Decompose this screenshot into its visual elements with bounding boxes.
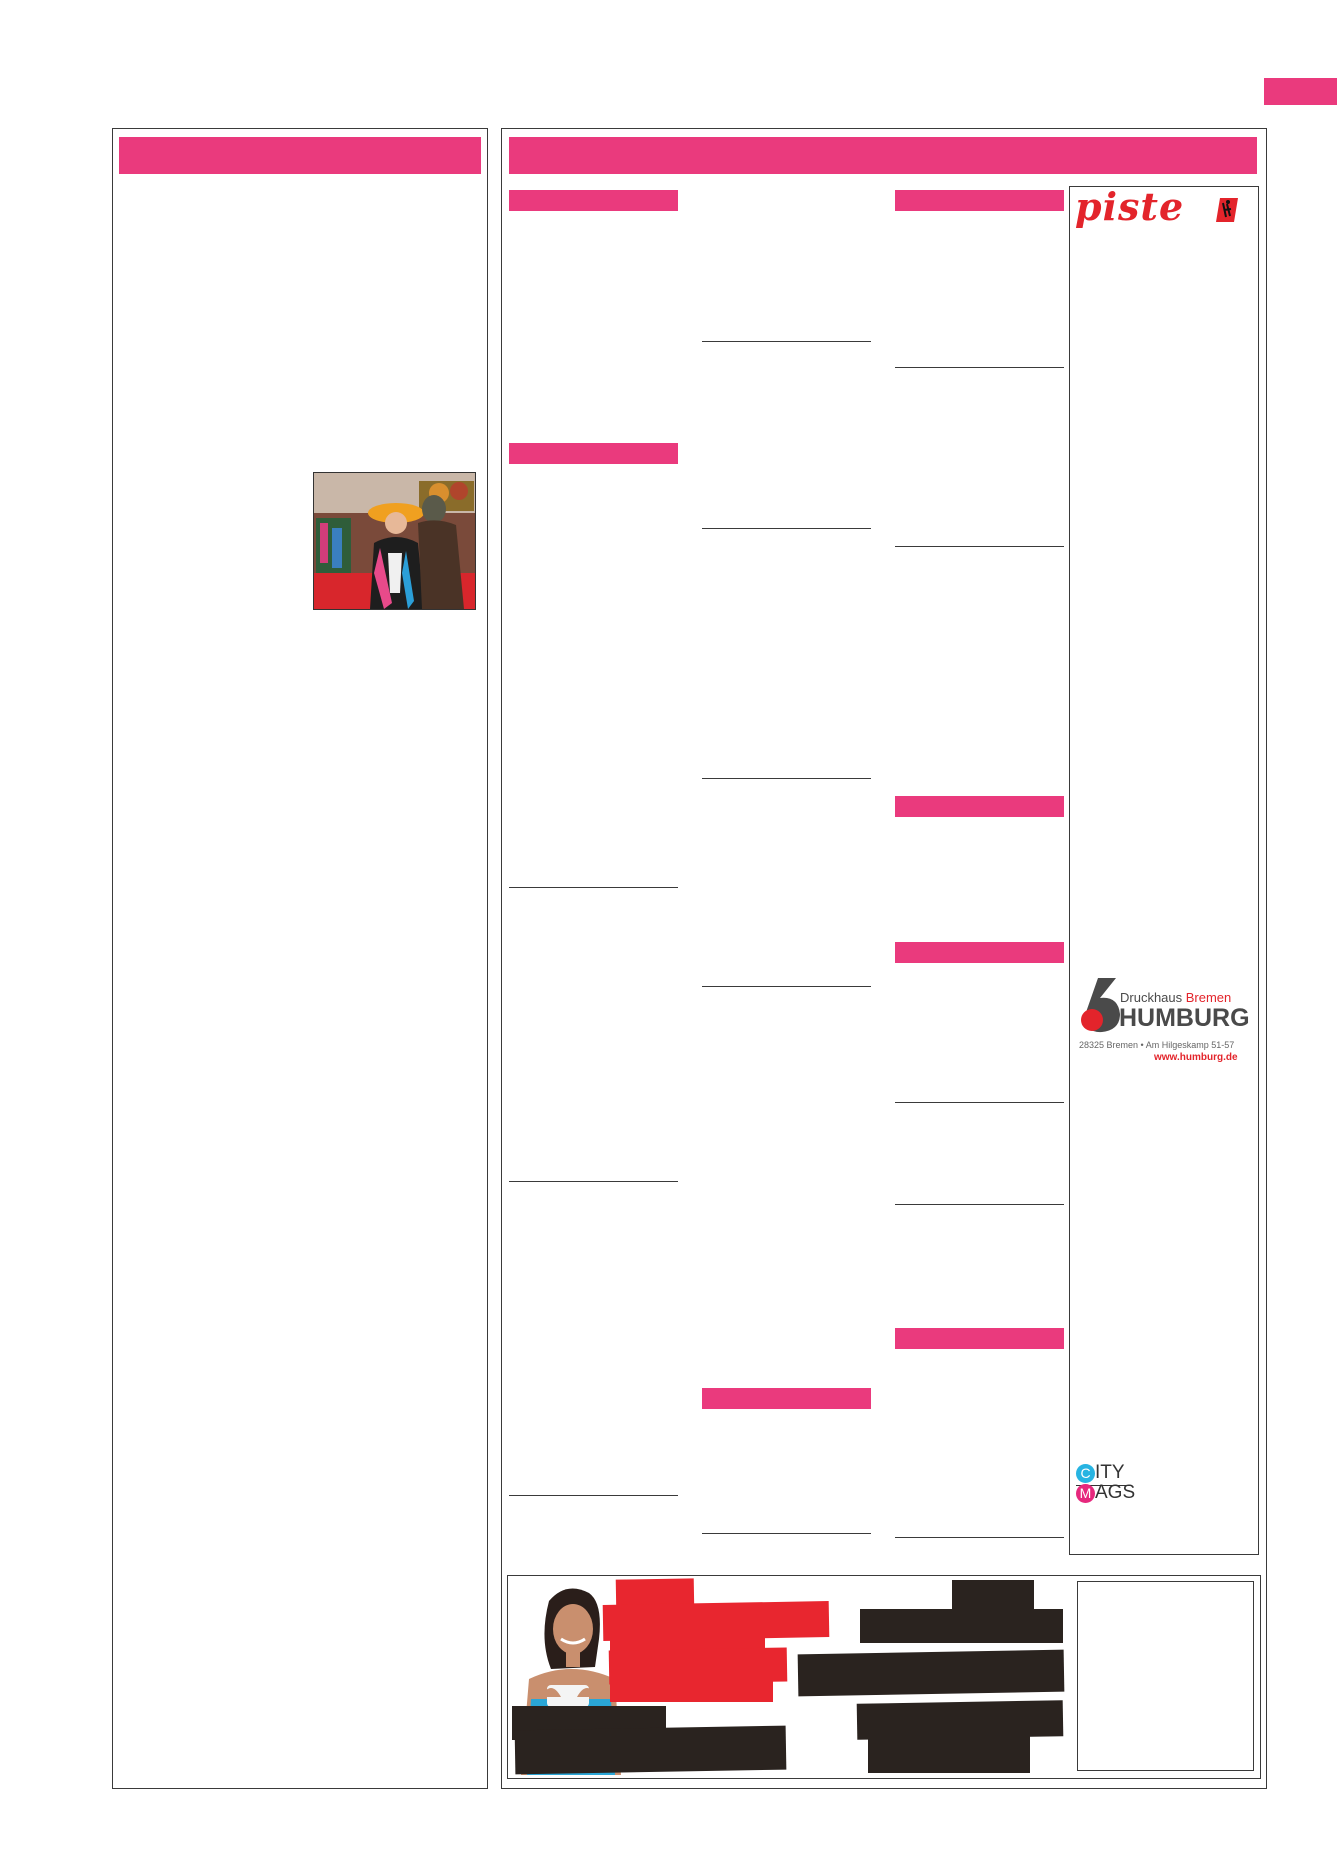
citymags-c-circle: C [1076,1464,1095,1483]
col3-divider-3 [895,1102,1064,1103]
col2-divider-1 [702,341,871,342]
humburg-bremen: Bremen [1185,990,1232,1005]
humburg-logo[interactable] [1076,976,1250,1066]
ad-redacted-black-3 [798,1650,1065,1697]
skier-icon [1216,198,1238,222]
col1-divider-2 [509,1181,678,1182]
col1-heading-bar-2 [509,443,678,464]
col3-heading-bar-1 [895,190,1064,211]
col3-heading-bar-4 [895,1328,1064,1349]
humburg-url[interactable]: www.humburg.de [1154,1052,1238,1063]
humburg-mark-icon [1078,978,1122,1033]
ad-redacted-black-4 [857,1700,1064,1740]
col1-divider-1 [509,887,678,888]
citymags-logo[interactable] [1076,1463,1156,1503]
col3-divider-1 [895,367,1064,368]
col2-heading-bar-1 [702,1388,871,1409]
right-section-header-bar [509,137,1257,174]
citymags-ity: ITY [1095,1462,1125,1483]
piste-logo[interactable] [1073,184,1243,230]
col3-divider-4 [895,1204,1064,1205]
ad-redacted-black-2 [860,1609,1063,1643]
col2-divider-3 [702,778,871,779]
article-photo [313,472,476,610]
sponsor-box [1069,186,1259,1555]
col2-divider-5 [702,1533,871,1534]
col2-divider-4 [702,986,871,987]
col3-heading-bar-2 [895,796,1064,817]
ad-inner-panel [1077,1581,1254,1771]
ad-redacted-black-1 [952,1580,1034,1610]
col3-divider-2 [895,546,1064,547]
humburg-name: HUMBURG [1119,1004,1250,1032]
ad-redacted-red-5 [610,1678,773,1702]
humburg-druckhaus: Druckhaus [1120,990,1186,1005]
piste-logo-text: piste [1075,184,1185,229]
citymags-ags: AGS [1095,1482,1136,1503]
ad-redacted-black-5 [868,1735,1030,1773]
col3-divider-5 [895,1537,1064,1538]
ad-redacted-black-7 [515,1726,787,1775]
photo-costume-shop-icon [314,473,475,609]
left-article-frame [112,128,488,1789]
left-article-header-bar [119,137,481,174]
col3-heading-bar-3 [895,942,1064,963]
humburg-address: 28325 Bremen • Am Hilgeskamp 51-57 [1079,1040,1235,1050]
col2-divider-2 [702,528,871,529]
citymags-m-circle: M [1076,1484,1095,1503]
page-tab [1264,78,1337,105]
col1-divider-3 [509,1495,678,1496]
col1-heading-bar-1 [509,190,678,211]
